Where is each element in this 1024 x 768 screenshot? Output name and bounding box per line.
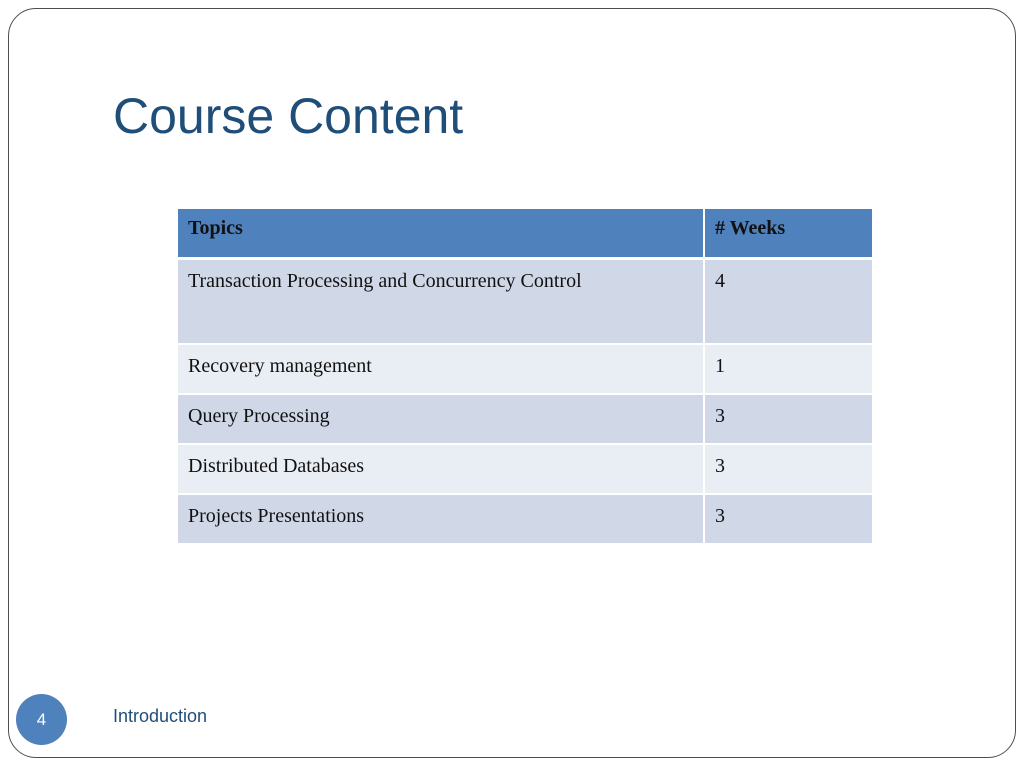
table-header-row [177,208,873,258]
page-number-badge [16,694,67,745]
topic-cell: Recovery management [177,344,704,394]
weeks-cell: 4 [704,258,873,344]
weeks-cell: 1 [704,344,873,394]
course-content-table [176,207,874,545]
weeks-cell: 3 [704,494,873,544]
page-number: 4 [36,709,47,729]
weeks-cell: 3 [704,394,873,444]
topic-cell: Projects Presentations [177,494,704,544]
table-row [177,494,873,544]
topic-cell: Query Processing [177,394,704,444]
table-row [177,444,873,494]
table-row [177,258,873,344]
footer-section-label: Introduction [113,706,208,726]
header-weeks: # Weeks [704,208,873,258]
header-topics: Topics [177,208,704,258]
table-row [177,344,873,394]
table-row [177,394,873,444]
topic-cell: Transaction Processing and Concurrency Control [177,258,704,344]
slide-title: Course Content [113,88,464,144]
topic-cell: Distributed Databases [177,444,704,494]
weeks-cell: 3 [704,444,873,494]
